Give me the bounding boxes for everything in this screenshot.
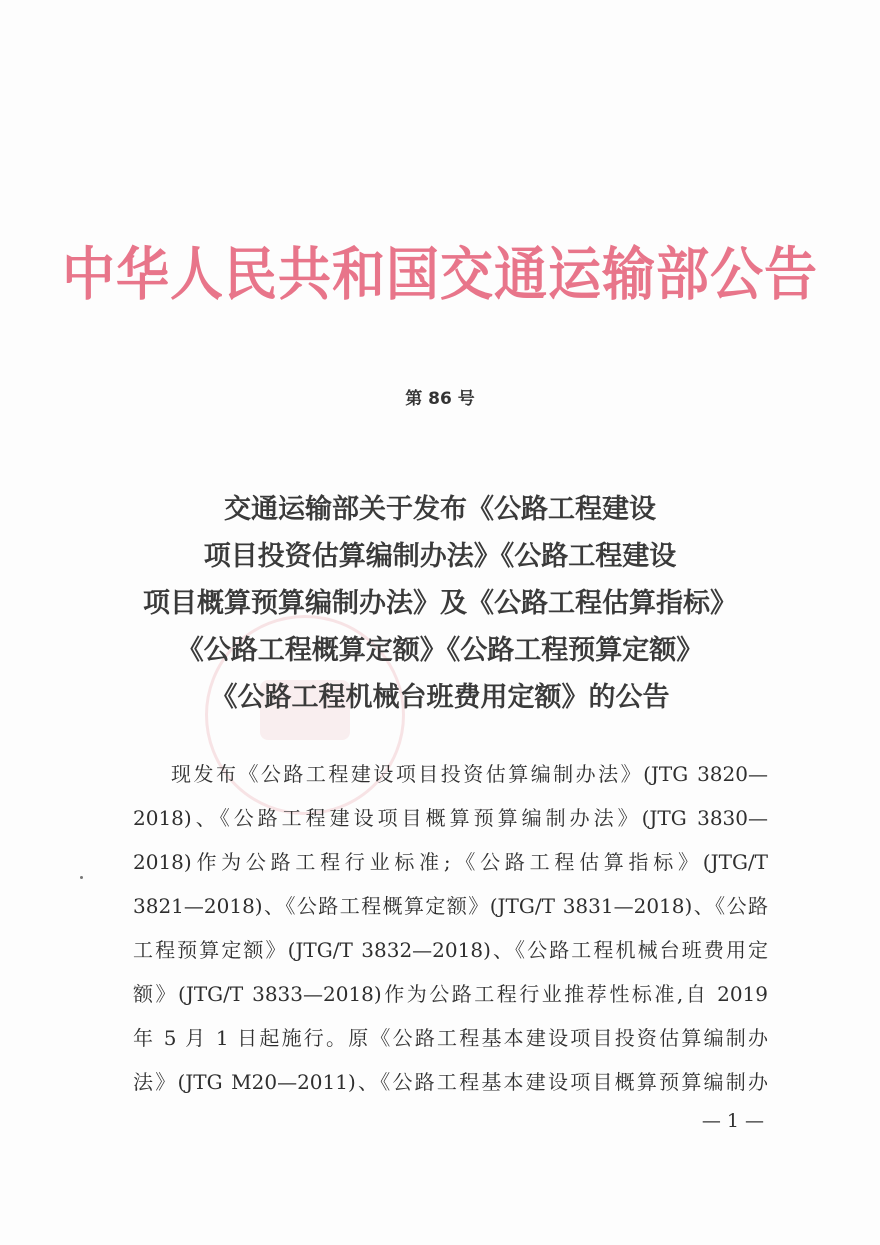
body-line: 法》(JTG M20—2011)、《公路工程基本建设项目概算预算编制办 [133,1070,768,1094]
document-number: 第 86 号 [405,389,475,409]
announcement-title [0,486,880,721]
title-line: 项目概算预算编制办法》及《公路工程估算指标》 [143,588,737,619]
page-number: — 1 — [701,1110,764,1132]
title-line: 《公路工程机械台班费用定额》的公告 [210,682,670,713]
title-line: 项目投资估算编制办法》《公路工程建设 [203,541,677,572]
body-line: 2018)作为公路工程行业标准;《公路工程估算指标》(JTG/T [133,850,768,874]
body-line: 工程预算定额》(JTG/T 3832—2018)、《公路工程机械台班费用定 [133,938,768,962]
announcement-body [133,752,768,1104]
body-line: 年 5 月 1 日起施行。原《公路工程基本建设项目投资估算编制办 [133,1026,768,1050]
body-line: 3821—2018)、《公路工程概算定额》(JTG/T 3831—2018)、《公路 [133,894,768,918]
body-line: 额》(JTG/T 3833—2018)作为公路工程行业推荐性标准,自 2019 [133,982,768,1006]
body-line: 2018)、《公路工程建设项目概算预算编制办法》(JTG 3830— [133,806,768,830]
title-line: 交通运输部关于发布《公路工程建设 [224,494,656,525]
ministry-announcement-header: 中华人民共和国交通运输部公告 [62,240,818,308]
title-line: 《公路工程概算定额》《公路工程预算定额》 [176,635,704,666]
scan-speck [80,876,83,879]
body-line: 现发布《公路工程建设项目投资估算编制办法》(JTG 3820— [171,762,768,786]
